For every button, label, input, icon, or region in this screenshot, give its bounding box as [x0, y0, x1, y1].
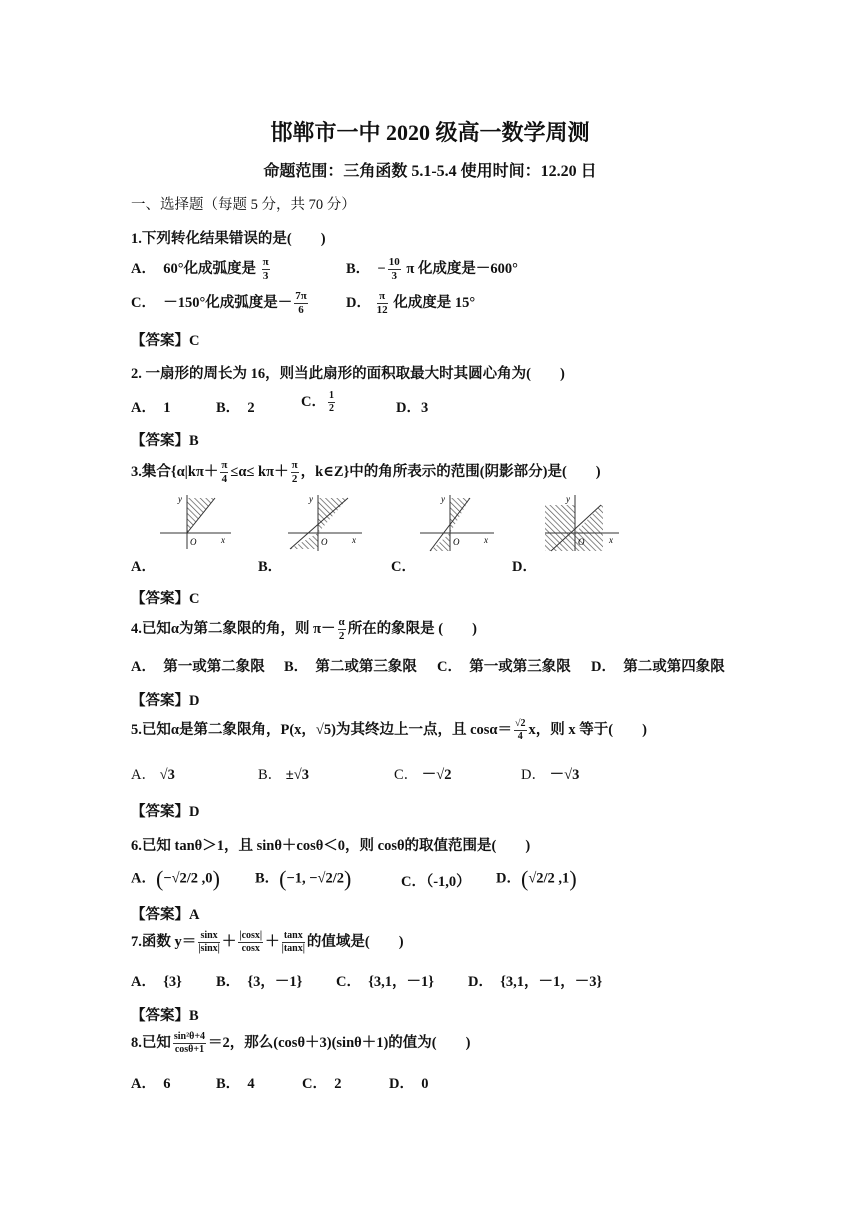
q7-option-a: A． {3} [131, 974, 182, 990]
q5-option-d: D． －√3 [521, 767, 580, 783]
svg-text:x: x [352, 535, 356, 545]
q7-option-c: C． {3,1，－1} [336, 974, 435, 990]
q2-option-b: B． 2 [216, 400, 255, 416]
q1-option-a: A． 60°化成弧度是 $\frac{\pi}{3}$ [131, 256, 269, 283]
svg-text:x: x [484, 535, 488, 545]
q4-option-b: B． 第二或第三象限 [284, 659, 417, 675]
q7-option-b: B． {3，－1} [216, 974, 303, 990]
q2-option-a: A． 1 [131, 400, 171, 416]
q3-option-a: A． [131, 559, 156, 575]
q3-diagram-b [286, 493, 366, 553]
q6-answer: 【答案】A [131, 907, 200, 923]
q4-answer: 【答案】D [131, 693, 200, 709]
svg-text:y: y [178, 494, 182, 504]
q3-stem: 3.集合{α|kπ＋ $\frac{\pi}{4}$ ≤α≤ kπ＋ $\frac{\pi}{2}$ ，k∈Z}中的角所表示的范围(阴影部分)是( ) [131, 459, 601, 486]
q1-d-fraction: $\frac{\pi}{12}$ [376, 290, 388, 317]
svg-text:O: O [321, 537, 328, 547]
q3-option-b: B． [258, 559, 283, 575]
q4-option-d: D． 第二或第四象限 [591, 659, 725, 675]
q4-option-c: C． 第一或第三象限 [437, 659, 571, 675]
q6-option-d: D．(√2/2 ,1) [496, 866, 577, 891]
q2-option-c: C． $\frac{1}{2}$ [301, 390, 334, 415]
q5-option-b: B． ±√3 [258, 767, 309, 783]
svg-text:x: x [609, 535, 613, 545]
q7-option-d: D． {3,1，－1，－3} [468, 974, 603, 990]
q6-option-b: B．(−1, −√2/2) [255, 866, 352, 891]
q2-c-fraction: $\frac{1}{2}$ [328, 390, 334, 415]
q1-stem: 1.下列转化结果错误的是( ) [131, 231, 326, 247]
q8-stem: 8.已知 $\frac{\text{sin²θ+4}}{\cos\theta+1}$ ＝2，那么(cosθ＋3)(sinθ＋1)的值为( ) [131, 1031, 471, 1056]
q3-diagram-c [418, 493, 498, 553]
q2-stem: 2. 一扇形的周长为 16，则当此扇形的面积取最大时其圆心角为( ) [131, 366, 565, 382]
q1-a-fraction: $\frac{\pi}{3}$ [262, 256, 269, 283]
svg-text:x: x [221, 535, 225, 545]
q2-option-d: D．3 [396, 400, 429, 416]
q6-option-c: C．（-1,0） [401, 874, 471, 890]
q1-option-d: D． $\frac{\pi}{12}$ 化成度是 15° [346, 290, 476, 317]
q3-diagram-d [543, 493, 623, 553]
q3-option-d: D． [512, 559, 537, 575]
svg-text:O: O [453, 537, 460, 547]
q6-option-a: A．(−√2/2 ,0) [131, 866, 220, 891]
svg-text:O: O [190, 537, 197, 547]
q1-option-b: B． − $\frac{10}{3}$ π 化成度是－600° [346, 256, 518, 283]
page-subtitle: 命题范围：三角函数 5.1-5.4 使用时间：12.20 日 [263, 163, 597, 180]
q8-option-d: D． 0 [389, 1076, 429, 1092]
q5-option-c: C． －√2 [394, 767, 452, 783]
q5-stem: 5.已知α是第二象限角，P(x，√5)为其终边上一点，且 cosα＝ $\frac{√2}{4}$ x，则 x 等于( ) [131, 718, 647, 743]
q7-stem: 7.函数 y＝ $\frac{\sin x}{|\sin x|}$ ＋ $\frac{|\cos x|}{\cos x}$ ＋ $\frac{\tan x}{|\tan x|}$ 的值域是( ) [131, 930, 404, 955]
q3-option-c: C． [391, 559, 416, 575]
q3-answer: 【答案】C [131, 591, 200, 607]
q4-option-a: A． 第一或第二象限 [131, 659, 265, 675]
q7-answer: 【答案】B [131, 1008, 199, 1024]
q8-option-b: B． 4 [216, 1076, 255, 1092]
q3-diagram-a [155, 493, 235, 553]
svg-text:y: y [441, 494, 445, 504]
q4-stem: 4.已知α为第二象限的角，则 π－ $\frac{\alpha}{2}$ 所在的象限是 ( ) [131, 616, 477, 643]
q8-option-c: C． 2 [302, 1076, 342, 1092]
q8-option-a: A． 6 [131, 1076, 171, 1092]
q5-option-a: A． √3 [131, 767, 175, 783]
q1-answer: 【答案】C [131, 333, 200, 349]
q1-c-fraction: $\frac{7\pi}{6}$ [295, 290, 307, 317]
section-heading: 一、选择题（每题 5 分，共 70 分） [131, 197, 356, 213]
q1-b-fraction: $\frac{10}{3}$ [388, 256, 400, 283]
q5-answer: 【答案】D [131, 804, 200, 820]
q1-option-c: C． －150°化成弧度是－ $\frac{7\pi}{6}$ [131, 290, 307, 317]
q6-stem: 6.已知 tanθ＞1，且 sinθ＋cosθ＜0，则 cosθ的取值范围是( ) [131, 838, 531, 854]
page-title: 邯郸市一中 2020 级高一数学周测 [270, 120, 590, 145]
svg-text:y: y [309, 494, 313, 504]
svg-text:y: y [566, 494, 570, 504]
svg-text:O: O [578, 537, 585, 547]
q2-answer: 【答案】B [131, 433, 199, 449]
